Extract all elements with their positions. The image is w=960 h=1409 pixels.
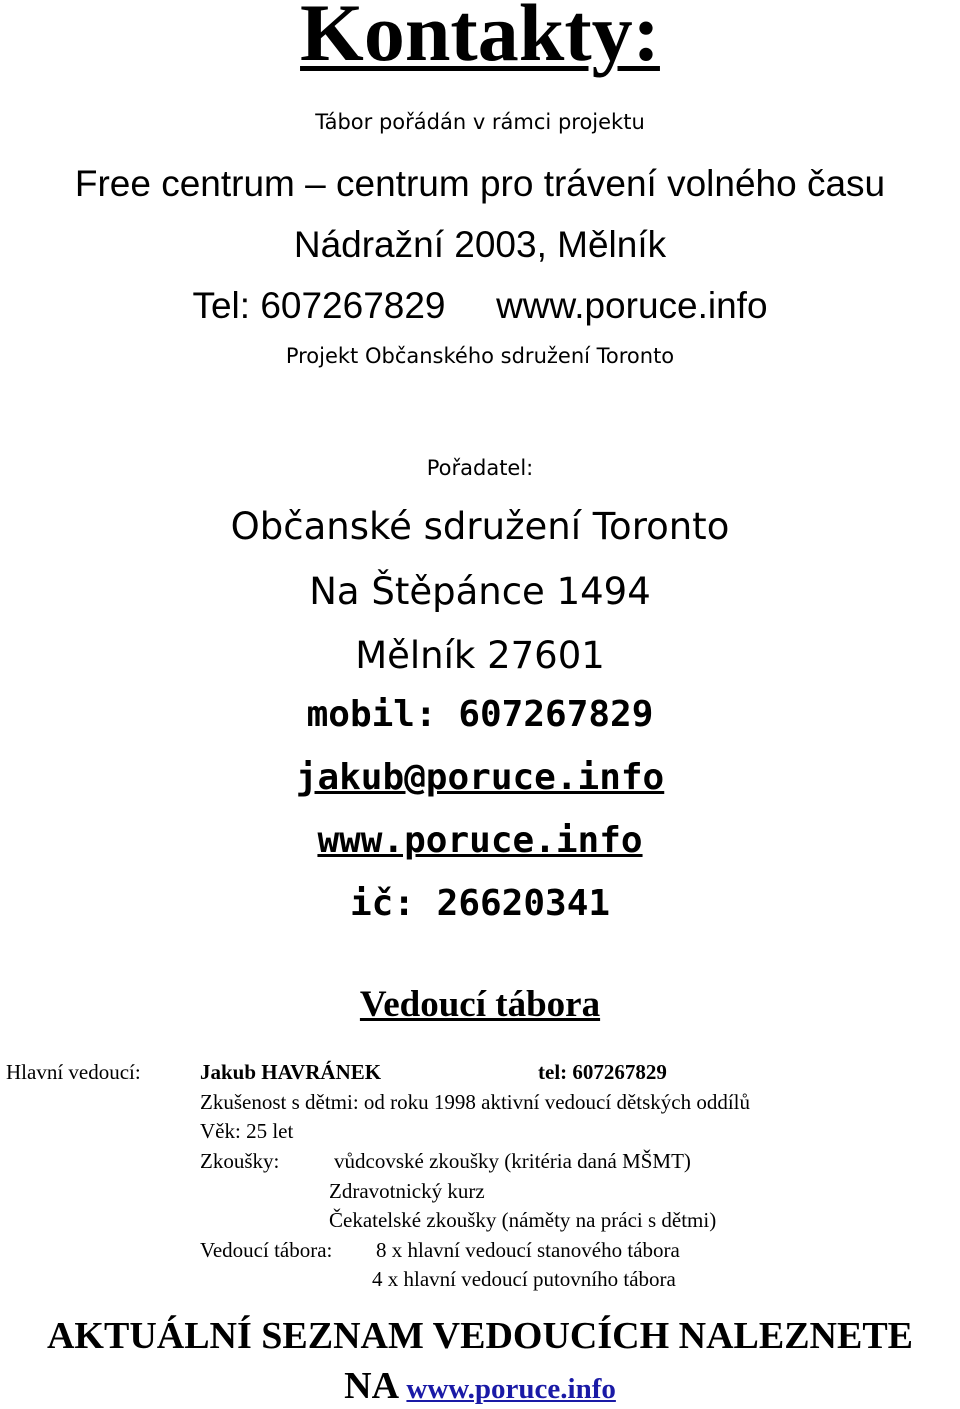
organizer-ic: ič: 26620341 (349, 883, 611, 924)
venue-address: Nádražní 2003, Mělník (293, 224, 667, 265)
page-title: Kontakty: (300, 0, 660, 78)
organizer-mobile: mobil: 607267829 (306, 694, 654, 735)
leader-experience: Zkušenost s dětmi: od roku 1998 aktivní vedoucí dětských oddílů (200, 1090, 751, 1114)
organizer-city: Mělník 27601 (355, 634, 605, 677)
exam-item: Čekatelské zkoušky (náměty na práci s dětmi) (329, 1208, 717, 1232)
camp-item: 8 x hlavní vedoucí stanového tábora (376, 1238, 680, 1262)
organizer-email-link[interactable]: jakub@poruce.info (295, 757, 665, 798)
exam-item: Zdravotnický kurz (329, 1179, 485, 1203)
leader-age: Věk: 25 let (200, 1119, 294, 1143)
camp-leader-label: Vedoucí tábora: (200, 1238, 333, 1262)
venue-tel-label: Tel: (192, 285, 251, 326)
organizer-label: Pořadatel: (426, 456, 534, 480)
venue-name: Free centrum – centrum pro trávení volného času (74, 163, 886, 204)
project-of-text: Projekt Občanského sdružení Toronto (285, 344, 675, 368)
organizer-street: Na Štěpánce 1494 (309, 570, 651, 613)
camp-item: 4 x hlavní vedoucí putovního tábora (372, 1267, 676, 1291)
intro-text: Tábor pořádán v rámci projektu (315, 110, 645, 134)
footer-notice: AKTUÁLNÍ SEZNAM VEDOUCÍCH NALEZNETE (46, 1315, 914, 1357)
venue-web: www.poruce.info (496, 285, 768, 326)
footer-notice-line2 (0, 1364, 960, 1408)
main-leader-tel: tel: 607267829 (538, 1060, 667, 1084)
organizer-web-link[interactable]: www.poruce.info (317, 820, 643, 861)
main-leader-name: Jakub HAVRÁNEK (200, 1060, 382, 1084)
venue-tel: 607267829 (260, 285, 446, 326)
main-leader-label: Hlavní vedoucí: (6, 1060, 141, 1084)
exam-item: vůdcovské zkoušky (kritéria daná MŠMT) (334, 1149, 691, 1173)
organizer-name: Občanské sdružení Toronto (230, 505, 730, 548)
venue-contact (0, 285, 960, 327)
exams-label: Zkoušky: (200, 1149, 280, 1173)
footer-prefix: NA (344, 1365, 397, 1407)
footer-web-link[interactable]: www.poruce.info (406, 1373, 616, 1405)
leaders-heading: Vedoucí tábora (359, 984, 601, 1025)
